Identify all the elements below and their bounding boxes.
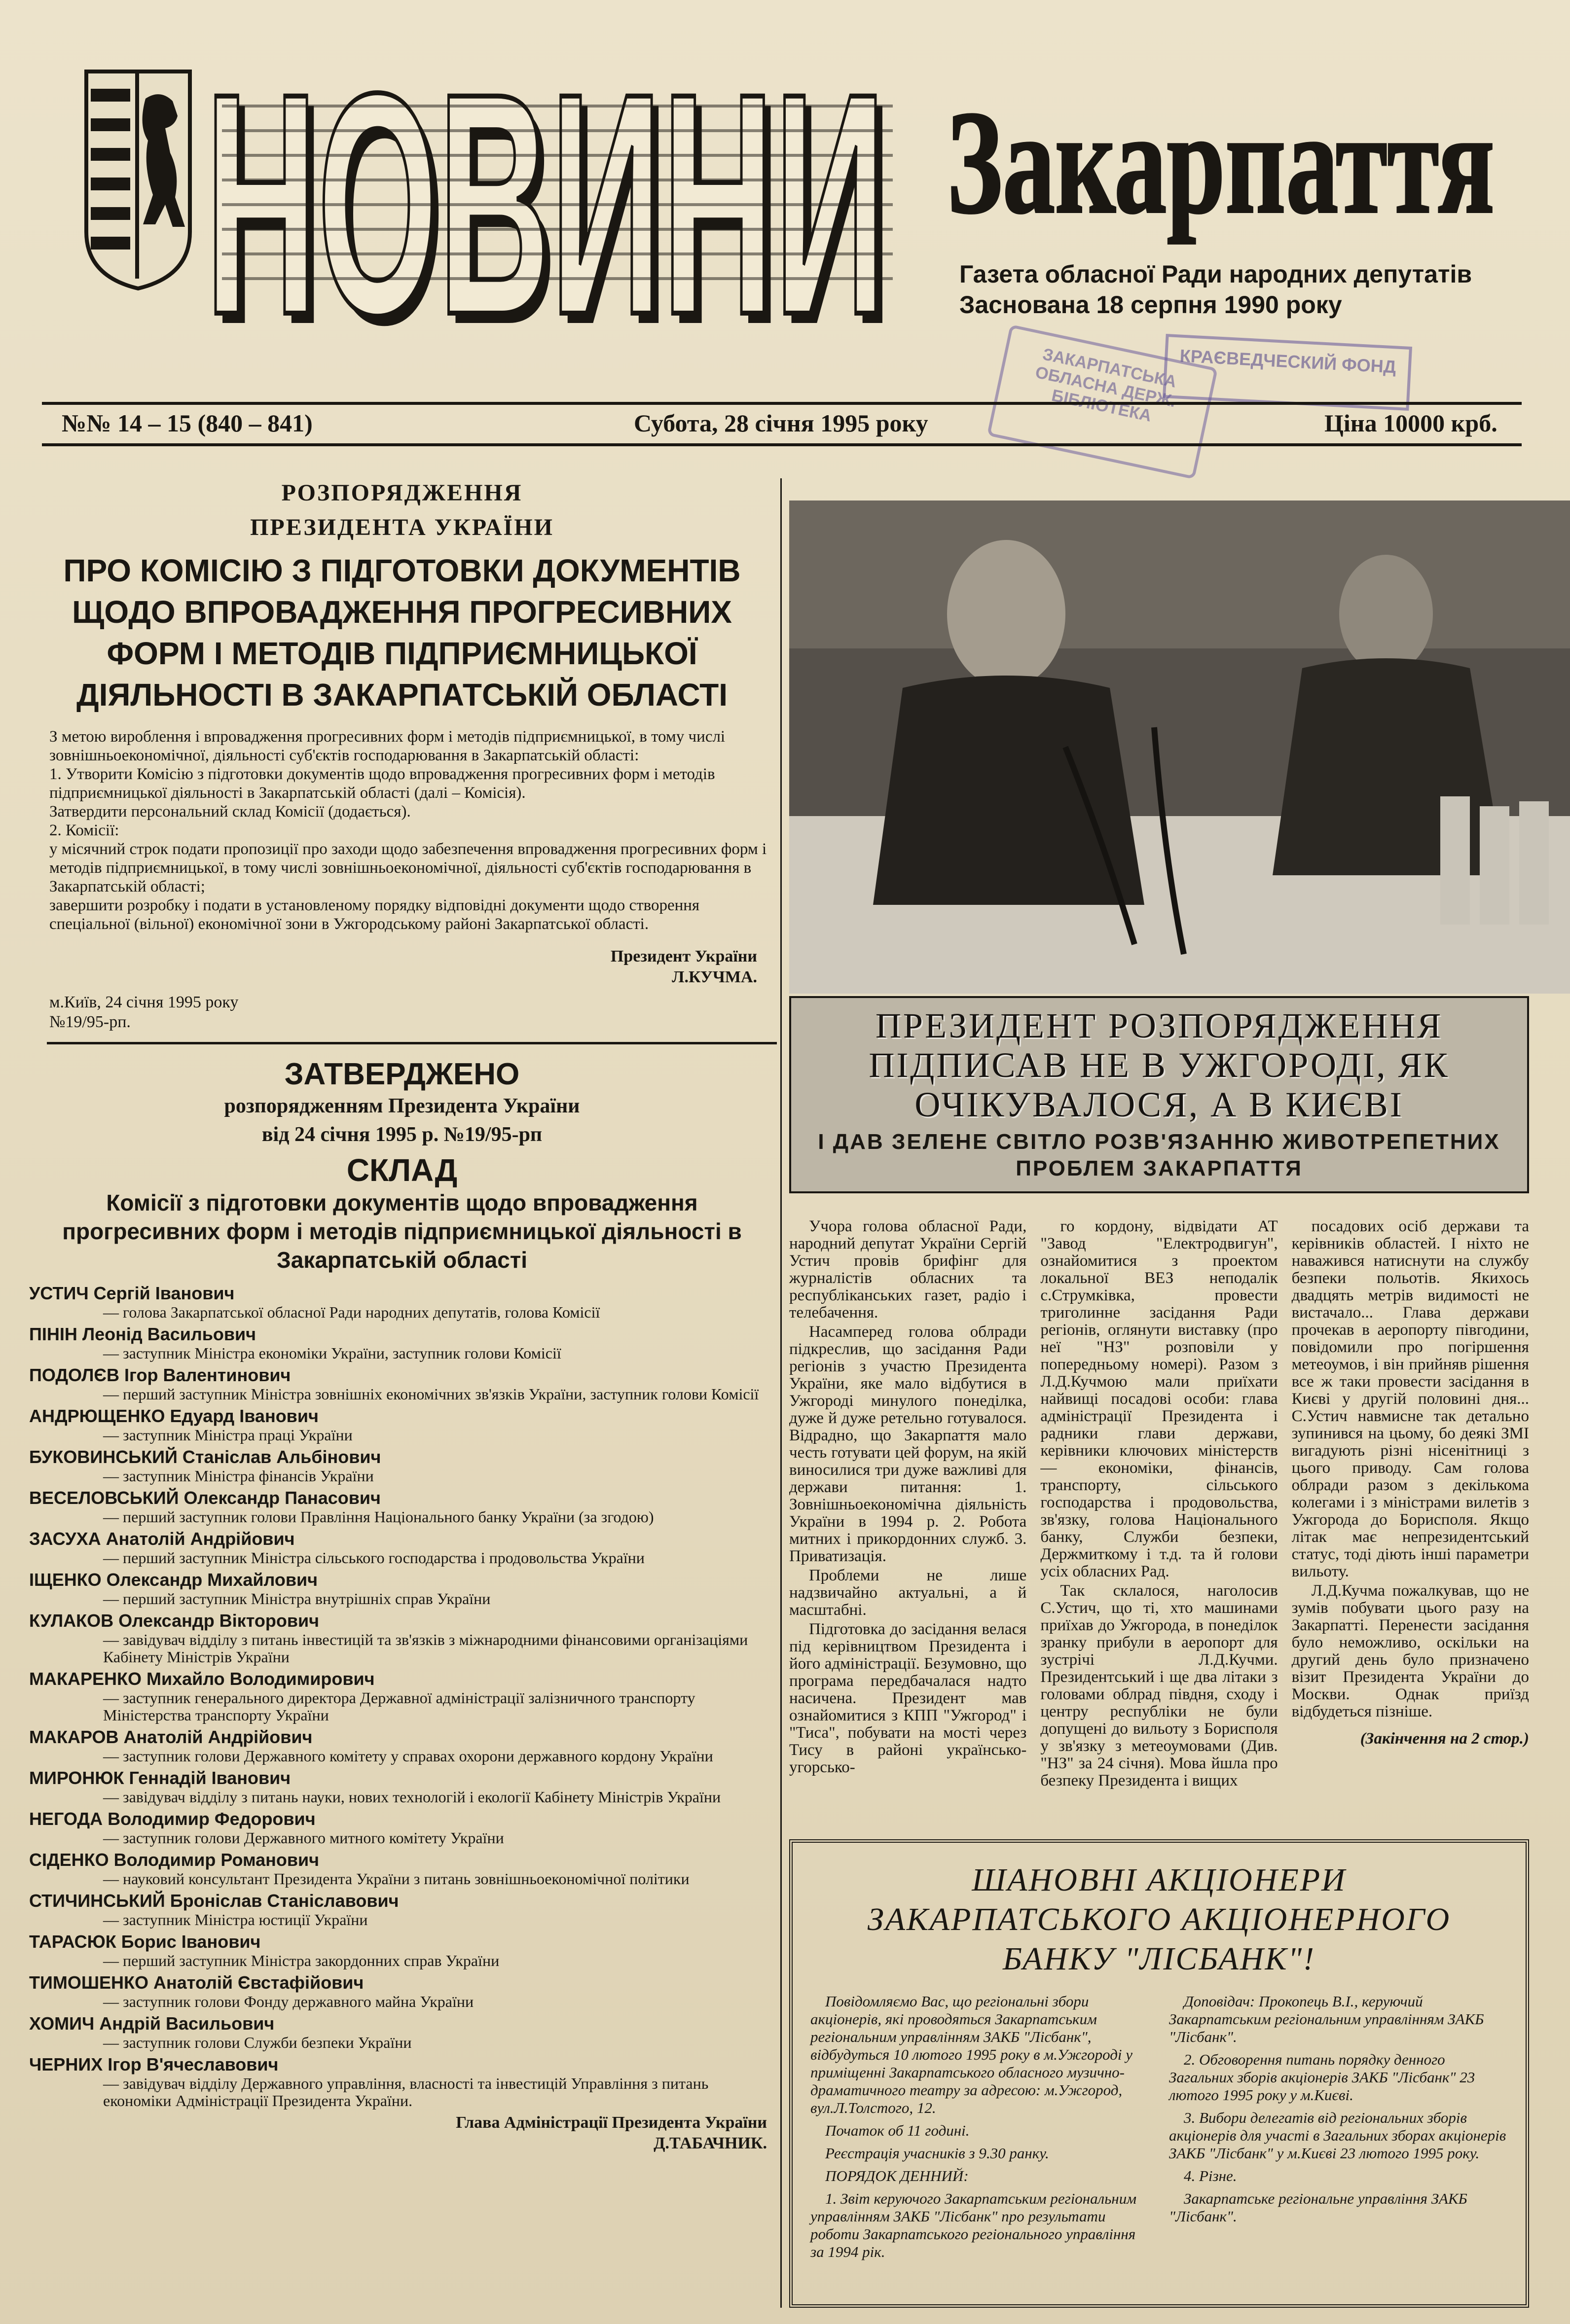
- member-entry: [29, 1610, 777, 1666]
- member-entry: [29, 1809, 777, 1847]
- member-role: — перший заступник голови Правління Національного банку України (за згодою): [103, 1508, 654, 1526]
- notice-body: [810, 1993, 1508, 2266]
- approved-heading: ЗАТВЕРДЖЕНО: [284, 1057, 520, 1091]
- member-name: АНДРЮЩЕНКО Едуард Іванович: [29, 1406, 319, 1426]
- decree-signature: Президент України Л.КУЧМА.: [610, 947, 757, 986]
- member-name: МАКАРЕНКО Михайло Володимирович: [29, 1669, 375, 1689]
- member-entry: [29, 1850, 777, 1888]
- svg-text:НОВИНИ: НОВИНИ: [205, 47, 886, 372]
- member-name: СІДЕНКО Володимир Романович: [29, 1850, 320, 1870]
- article-column-1: Учора голова обласної Ради, народний депутат України Сергій Устич провів брифінг для журналістів обласних та республіканських газет, радіо і телебачення. Насамперед голова облради підкреслив, що засідання Ради регіонів з участю Президента України, яке мало відбутися в Ужгороді минулого понеділка, дуже й дуже ретельно готувалося. Відрадно, що Закарпаття мало честь готувати цей форум, на якій виносилися три дуже важливі для держави питання: 1. Зовнішньоекономічна діяльність України в 1994 р. 2. Робота митних і прикордонних служб. 3. Приватизація. Проблеми не лише надзвичайно актуальні, а й масштабні. Підготовка до засідання велася під керівництвом Президента і його адміністрації. Безумовно, що програма передбачалася надто насичена. Президент мав ознайомитися з КПП "Ужгород" і "Тиса", побувати на мості через Тису в районі українсько-угорсько-: [789, 1217, 1027, 1776]
- member-name: УСТИЧ Сергій Іванович: [29, 1283, 235, 1303]
- member-role: — заступник голови Фонду державного майна України: [103, 1993, 474, 2010]
- member-role: — заступник Міністра праці України: [103, 1426, 353, 1444]
- article-subhead: І ДАВ ЗЕЛЕНЕ СВІТЛО РОЗВ'ЯЗАННЮ ЖИВОТРЕПЕТНИХ ПРОБЛЕМ ЗАКАРПАТТЯ: [818, 1130, 1500, 1180]
- tagline-line-2: Заснована 18 серпня 1990 року: [959, 291, 1342, 319]
- svg-text:НОВИНИ: НОВИНИ: [212, 47, 893, 372]
- member-entry: [29, 1669, 777, 1724]
- member-name: СТИЧИНСЬКИЙ Броніслав Станіславович: [29, 1891, 399, 1911]
- tagline-line-1: Газета обласної Ради народних депутатів: [959, 260, 1472, 288]
- decree-column: [27, 476, 777, 2154]
- member-entry: [29, 1931, 777, 1969]
- member-name: ТИМОШЕНКО Анатолій Євстафійович: [29, 1972, 364, 1993]
- member-role: — заступник Міністра фінансів України: [103, 1467, 374, 1485]
- masthead-tagline: [959, 259, 1502, 320]
- member-entry: [29, 1972, 777, 2010]
- decree-place-date: м.Київ, 24 січня 1995 року №19/95-рп.: [49, 993, 239, 1031]
- member-role: — перший заступник Міністра зовнішніх економічних зв'язків України, заступник голови Комісії: [103, 1385, 759, 1403]
- article-column-2: го кордону, відвідати АТ "Завод "Електродвигун", ознайомитися з проектом локальної ВЕЗ неподалік с.Струмківка, провести триголинне засідання Ради регіонів, оглянути виставку (про неї "НЗ" розповіли у попередньому номері). Разом з Л.Д.Кучмою мали приїхати найвищі посадові особи: глава адміністрації Президента і радники глави держави, керівники ключових міністерств — економіки, фінансів, транспорту, сільського господарства і продовольства, зв'язку, голова Національного банку, Служби безпеки, Держмиткому і т.д. та й голови усіх обласних Рад. Так склалося, наголосив С.Устич, що ті, хто машинами приїхав до Ужгорода, в понеділок зранку прибули в аеропорт для зустрічі Л.Д.Кучми. Президентський і ще два літаки з головами облрад півдня, сходу і центру республіки не були допущені до вильоту з Борисполя у зв'язку з метеоумовами (Див. "НЗ" за 24 січня). Мова йшла про безпеку Президента і вищих: [1040, 1217, 1278, 1789]
- member-list: [29, 1283, 777, 2109]
- coat-of-arms-icon: [84, 69, 192, 291]
- section-divider: [47, 1042, 777, 1044]
- decree-heading: РОЗПОРЯДЖЕННЯ ПРЕЗИДЕНТА УКРАЇНИ: [250, 480, 554, 540]
- member-role: — перший заступник Міністра внутрішніх справ України: [103, 1590, 491, 1608]
- member-role: — заступник Міністра економіки України, заступник голови Комісії: [103, 1344, 561, 1362]
- member-name: ІЩЕНКО Олександр Михайлович: [29, 1570, 318, 1590]
- member-name: КУЛАКОВ Олександр Вікторович: [29, 1610, 319, 1631]
- article-body: [789, 1218, 1529, 1824]
- member-entry: [29, 1406, 777, 1444]
- column-divider: [780, 478, 782, 2308]
- member-role: — заступник голови Державного митного комітету України: [103, 1829, 504, 1847]
- member-entry: [29, 1324, 777, 1362]
- decree-body: З метою вироблення і впровадження прогресивних форм і методів підприємницької, в тому числі зовнішньоекономічної, діяльності суб'єктів господарювання в Закарпатській області: 1. Утворити Комісію з підготовки документів щодо впровадження прогресивних форм і методів підприємницької діяльності в Закарпатській області (далі – Комісія). Затвердити персональний склад Комісії (додається). 2. Комісії: у місячний строк подати пропозиції про заходи щодо забезпечення впровадження прогресивних форм і методів підприємницької, в тому числі зовнішньоекономічної, діяльності суб'єктів господарювання в Закарпатській області; завершити розробку і подати в установленому порядку відповідні документи щодо створення спеціальної (вільної) економічної зони в Ужгородському районі Закарпатської області.: [49, 728, 767, 933]
- member-entry: [29, 1727, 777, 1765]
- member-name: ПОДОЛЄВ Ігор Валентинович: [29, 1365, 291, 1385]
- member-entry: [29, 1447, 777, 1485]
- member-role: — завідувач відділу з питань інвестицій та зв'язків з міжнародними фінансовими організаціями Кабінету Міністрів України: [103, 1631, 748, 1666]
- notice-left-column: Повідомляємо Вас, що регіональні збори акціонерів, які проводяться Закарпатським регіональним управлінням ЗАКБ "Лісбанк", відбудуться 10 лютого 1995 року в м.Ужгороді у приміщенні Закарпатського обласного музично-драматичного театру за адресою: м.Ужгород, вул.Л.Толстого, 12. Початок об 11 годині. Реєстрація учасників з 9.30 ранку. ПОРЯДОК ДЕННИЙ: 1. Звіт керуючого Закарпатським регіональним управлінням ЗАКБ "Лісбанк" про результати роботи Закарпатського регіонального управління за 1994 рік.: [810, 1993, 1136, 2260]
- issue-bar: [42, 402, 1522, 446]
- svg-text:Закарпаття: Закарпаття: [947, 80, 1495, 244]
- member-entry: [29, 1768, 777, 1806]
- member-name: МИРОНЮК Геннадій Іванович: [29, 1768, 291, 1788]
- member-role: — заступник Міністра юстиції України: [103, 1911, 368, 1929]
- member-role: — завідувач відділу з питань науки, нових технологій і екології Кабінету Міністрів України: [103, 1788, 721, 1806]
- member-entry: [29, 1283, 777, 1321]
- member-role: — заступник генерального директора Державної адміністрації залізничного транспорту Міністерства транспорту України: [103, 1689, 695, 1724]
- member-name: БУКОВИНСЬКИЙ Станіслав Альбінович: [29, 1447, 381, 1467]
- lisbank-notice: [789, 1839, 1529, 2308]
- article-column-3: посадових осіб держави та керівників областей. І ніхто не наважився натиснути на службу безпеки польотів. Якихось двадцять метрів видимості не вистачало... Глава держави прочекав в аеропорту півгодини, повідомили про погіршення метеоумов, і він прийняв рішення все ж таки провести засідання в Києві у другій половині дня... С.Устич навмисне так детально зупинився на цьому, бо деякі ЗМІ вигадують різні нісенітниці з цього приводу. Сам голова облради разом з декількома колегами і з міністрами вилетів з Ужгорода до Борисполя. Якщо літак має непрезидентський статус, тоді діють інші параметри вильоту. Л.Д.Кучма пожалкував, що не зумів побувати цього разу на Закарпатті. Перенести засідання було неможливо, оскільки на другий день було призначено візит Президента України до Москви. Однак приїзд відбудеться пізніше. (Закінчення на 2 стор.): [1291, 1217, 1529, 1748]
- newspaper-logo-novyny: [202, 47, 908, 372]
- approved-by: розпорядженням Президента України: [224, 1095, 580, 1117]
- member-entry: [29, 2054, 777, 2109]
- member-name: ЗАСУХА Анатолій Андрійович: [29, 1529, 295, 1549]
- sklad-subtitle: Комісії з підготовки документів щодо впровадження прогресивних форм і методів підприємницької діяльності в Закарпатській області: [62, 1190, 742, 1273]
- member-name: НЕГОДА Володимир Федорович: [29, 1809, 316, 1829]
- member-entry: [29, 1529, 777, 1567]
- member-role: — науковий консультант Президента України з питань зовнішньоекономічної політики: [103, 1870, 690, 1888]
- member-name: МАКАРОВ Анатолій Андрійович: [29, 1727, 313, 1747]
- member-name: ТАРАСЮК Борис Іванович: [29, 1931, 261, 1952]
- member-role: — заступник голови Державного комітету у справах охорони державного кордону України: [103, 1747, 713, 1765]
- member-name: ХОМИЧ Андрій Васильович: [29, 2013, 275, 2034]
- approved-date: від 24 січня 1995 р. №19/95-рп: [261, 1123, 543, 1146]
- issue-number: №№ 14 – 15 (840 – 841): [62, 409, 313, 437]
- continued-note: (Закінчення на 2 стор.): [1360, 1730, 1529, 1748]
- issue-date: Субота, 28 січня 1995 року: [634, 409, 928, 437]
- member-entry: [29, 2013, 777, 2051]
- notice-right-column: Доповідач: Прокопець В.І., керуючий Закарпатським регіональним управлінням ЗАКБ "Лісбанк". 2. Обговорення питань порядку денного Загальних зборів акціонерів ЗАКБ "Лісбанк" 23 лютого 1995 року у м.Києві. 3. Вибори делегатів від регіональних зборів акціонерів для участі в Загальних зборах акціонерів ЗАКБ "Лісбанк" у м.Києві 23 лютого 1995 року. 4. Різне. Закарпатське регіональне управління ЗАКБ "Лісбанк".: [1169, 1993, 1506, 2225]
- issue-price: Ціна 10000 крб.: [1324, 409, 1497, 437]
- article-headline: ПРЕЗИДЕНТ РОЗПОРЯДЖЕННЯ ПІДПИСАВ НЕ В УЖГОРОДІ, ЯК ОЧІКУВАЛОСЯ, А В КИЄВІ: [869, 1006, 1450, 1124]
- notice-heading: ШАНОВНІ АКЦІОНЕРИ ЗАКАРПАТСЬКОГО АКЦІОНЕРНОГО БАНКУ "ЛІСБАНК"!: [867, 1862, 1451, 1977]
- member-name: ПІНІН Леонід Васильович: [29, 1324, 256, 1344]
- headline-box: [789, 996, 1529, 1193]
- press-briefing-photo: [789, 501, 1570, 994]
- decree-title: ПРО КОМІСІЮ З ПІДГОТОВКИ ДОКУМЕНТІВ ЩОДО ВПРОВАДЖЕННЯ ПРОГРЕСИВНИХ ФОРМ І МЕТОДІВ ПІДПРИЄМНИЦЬКОЇ ДІЯЛЬНОСТІ В ЗАКАРПАТСЬКІЙ ОБЛАСТІ: [63, 553, 741, 713]
- member-entry: [29, 1891, 777, 1929]
- member-name: ВЕСЕЛОВСЬКИЙ Олександр Панасович: [29, 1488, 381, 1508]
- closing-signature: Глава Адміністрації Президента України Д.ТАБАЧНИК.: [456, 2113, 767, 2152]
- fund-stamp: КРАЄВЕДЧЕСКИЙ ФОНД: [1163, 334, 1412, 411]
- sklad-heading: СКЛАД: [346, 1152, 458, 1188]
- library-stamp: ЗАКАРПАТСЬКА ОБЛАСНА ДЕРЖ. БІБЛІОТЕКА: [987, 324, 1218, 479]
- member-name: ЧЕРНИХ Ігор В'ячеславович: [29, 2054, 279, 2074]
- member-entry: [29, 1488, 777, 1526]
- member-entry: [29, 1570, 777, 1608]
- member-entry: [29, 1365, 777, 1403]
- member-role: — голова Закарпатської обласної Ради народних депутатів, голова Комісії: [103, 1303, 600, 1321]
- member-role: — завідувач відділу Державного управління, власності та інвестицій Управління з питань економіки Адміністрації Президента України.: [103, 2074, 709, 2109]
- newspaper-logo-zakarpattia: [937, 64, 1504, 251]
- member-role: — перший заступник Міністра сільського господарства і продовольства України: [103, 1549, 645, 1567]
- member-role: — заступник голови Служби безпеки України: [103, 2034, 412, 2051]
- member-role: — перший заступник Міністра закордонних справ України: [103, 1952, 500, 1969]
